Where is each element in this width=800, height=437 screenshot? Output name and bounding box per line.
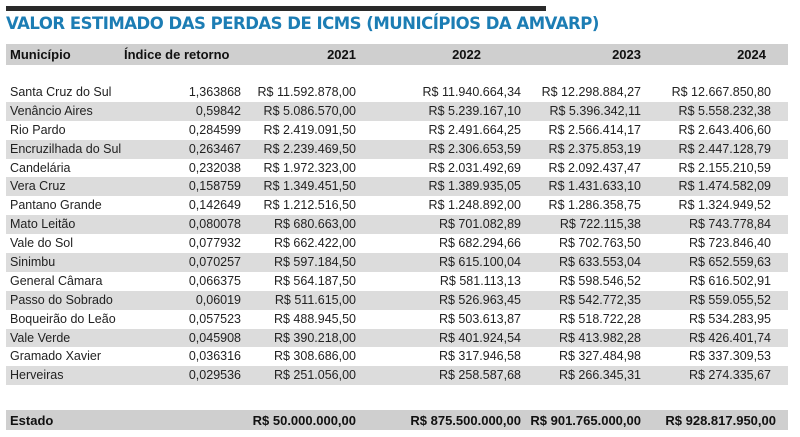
table-row <box>6 253 788 272</box>
value-2023-cell: R$ 2.566.414,17 <box>548 122 641 137</box>
value-2022-cell: R$ 1.389.935,05 <box>428 179 521 194</box>
value-2021-cell: R$ 1.212.516,50 <box>263 198 356 213</box>
value-2023-cell: R$ 413.982,28 <box>558 330 641 345</box>
value-2022-cell: R$ 2.306.653,59 <box>428 141 521 156</box>
table-row <box>6 310 788 329</box>
value-2024-cell: R$ 652.559,63 <box>688 255 771 270</box>
value-2021-cell: R$ 1.972.323,00 <box>263 160 356 175</box>
value-2023-cell: R$ 5.396.342,11 <box>549 103 641 118</box>
value-2021-cell: R$ 597.184,50 <box>273 255 356 270</box>
indice-cell: 1,363868 <box>188 85 241 99</box>
value-2023-cell: R$ 1.431.633,10 <box>548 179 641 194</box>
total-2022: R$ 875.500.000,00 <box>410 413 521 428</box>
value-2022-cell: R$ 317.946,58 <box>438 349 521 364</box>
value-2023-cell: R$ 1.286.358,75 <box>548 198 641 213</box>
value-2023-cell: R$ 542.772,35 <box>558 292 641 307</box>
header-2021: 2021 <box>327 47 356 62</box>
value-2023-cell: R$ 266.345,31 <box>558 368 641 383</box>
value-2024-cell: R$ 5.558.232,38 <box>678 103 771 118</box>
page-title: VALOR ESTIMADO DAS PERDAS DE ICMS (MUNICÍPIOS DA AMVARP) <box>6 14 599 33</box>
value-2023-cell: R$ 327.484,98 <box>558 349 641 364</box>
value-2023-cell: R$ 518.722,28 <box>558 311 641 326</box>
municipio-cell: Boqueirão do Leão <box>10 311 116 326</box>
indice-cell: 0,232038 <box>188 160 241 175</box>
value-2021-cell: R$ 251.056,00 <box>273 368 356 383</box>
value-2021-cell: R$ 2.419.091,50 <box>263 122 356 137</box>
table-row <box>6 159 788 178</box>
header-2023: 2023 <box>612 47 641 62</box>
indice-cell: 0,080078 <box>188 217 241 232</box>
municipio-cell: Passo do Sobrado <box>10 292 113 307</box>
indice-cell: 0,263467 <box>188 141 241 156</box>
table-row <box>6 102 788 121</box>
total-label: Estado <box>10 413 54 428</box>
value-2024-cell: R$ 274.335,67 <box>688 368 771 383</box>
value-2024-cell: R$ 743.778,84 <box>688 217 771 232</box>
value-2024-cell: R$ 2.447.128,79 <box>678 141 771 156</box>
indice-cell: 0,036316 <box>188 349 241 364</box>
header-municipio: Município <box>10 47 71 62</box>
value-2022-cell: R$ 682.294,66 <box>438 236 521 251</box>
total-2021: R$ 50.000.000,00 <box>252 413 356 428</box>
header-2022: 2022 <box>452 47 481 62</box>
total-row <box>6 410 788 430</box>
value-2021-cell: R$ 390.218,00 <box>273 330 356 345</box>
table-row <box>6 329 788 348</box>
value-2024-cell: R$ 1.474.582,09 <box>678 179 771 194</box>
value-2021-cell: R$ 308.686,00 <box>273 349 356 364</box>
total-2023: R$ 901.765.000,00 <box>530 413 641 428</box>
indice-cell: 0,158759 <box>188 179 241 194</box>
value-2021-cell: R$ 5.086.570,00 <box>263 103 356 118</box>
value-2022-cell: R$ 503.613,87 <box>438 311 521 326</box>
table-row <box>6 140 788 159</box>
value-2021-cell: R$ 680.663,00 <box>273 217 356 232</box>
value-2023-cell: R$ 702.763,50 <box>558 236 641 251</box>
municipio-cell: Sinimbu <box>10 255 56 270</box>
table-row <box>6 83 788 102</box>
table-row <box>6 291 788 310</box>
total-2024: R$ 928.817.950,00 <box>665 413 776 428</box>
value-2021-cell: R$ 662.422,00 <box>273 236 356 251</box>
indice-cell: 0,045908 <box>188 330 241 345</box>
title-block <box>6 6 599 38</box>
municipio-cell: Pantano Grande <box>10 198 102 213</box>
value-2023-cell: R$ 598.546,52 <box>558 273 641 288</box>
title-top-bar <box>6 6 546 11</box>
value-2024-cell: R$ 1.324.949,52 <box>678 198 771 213</box>
value-2024-cell: R$ 426.401,74 <box>688 330 771 345</box>
value-2023-cell: R$ 12.298.884,27 <box>541 85 641 99</box>
municipio-cell: Santa Cruz do Sul <box>10 85 112 99</box>
indice-cell: 0,070257 <box>188 255 241 270</box>
municipio-cell: Candelária <box>10 160 71 175</box>
table-row <box>6 121 788 140</box>
municipio-cell: Encruzilhada do Sul <box>10 141 122 156</box>
value-2021-cell: R$ 11.592.878,00 <box>257 85 356 99</box>
value-2024-cell: R$ 337.309,53 <box>688 349 771 364</box>
value-2022-cell: R$ 401.924,54 <box>438 330 521 345</box>
value-2021-cell: R$ 511.615,00 <box>274 292 356 307</box>
value-2024-cell: R$ 534.283,95 <box>688 311 771 326</box>
value-2022-cell: R$ 258.587,68 <box>438 368 521 383</box>
value-2021-cell: R$ 1.349.451,50 <box>263 179 356 194</box>
table-row <box>6 366 788 385</box>
indice-cell: 0,057523 <box>188 311 241 326</box>
value-2022-cell: R$ 701.082,89 <box>438 217 521 232</box>
value-2023-cell: R$ 633.553,04 <box>558 255 641 270</box>
indice-cell: 0,142649 <box>188 198 241 213</box>
municipio-cell: Mato Leitão <box>10 217 76 232</box>
value-2024-cell: R$ 2.643.406,60 <box>678 122 771 137</box>
municipio-cell: Rio Pardo <box>10 122 66 137</box>
municipio-cell: Vale do Sol <box>10 236 74 251</box>
value-2024-cell: R$ 12.667.850,80 <box>671 85 771 99</box>
municipio-cell: Venâncio Aires <box>10 103 93 118</box>
table-row <box>6 347 788 366</box>
indice-cell: 0,284599 <box>188 122 241 137</box>
value-2021-cell: R$ 2.239.469,50 <box>263 141 356 156</box>
table-row <box>6 215 788 234</box>
municipio-cell: Vera Cruz <box>10 179 66 194</box>
header-2024: 2024 <box>737 47 766 62</box>
municipio-cell: General Câmara <box>10 273 103 288</box>
value-2024-cell: R$ 616.502,91 <box>688 273 771 288</box>
table-row <box>6 234 788 253</box>
value-2024-cell: R$ 559.055,52 <box>688 292 771 307</box>
value-2022-cell: R$ 2.491.664,25 <box>428 122 521 137</box>
value-2023-cell: R$ 722.115,38 <box>559 217 641 232</box>
table-row <box>6 272 788 291</box>
value-2023-cell: R$ 2.375.853,19 <box>548 141 641 156</box>
municipio-cell: Vale Verde <box>10 330 71 345</box>
header-indice: Índice de retorno <box>124 47 230 62</box>
value-2022-cell: R$ 526.963,45 <box>438 292 521 307</box>
table-row <box>6 177 788 196</box>
value-2021-cell: R$ 564.187,50 <box>273 273 356 288</box>
value-2022-cell: R$ 11.940.664,34 <box>422 85 521 99</box>
value-2022-cell: R$ 615.100,04 <box>438 255 521 270</box>
value-2021-cell: R$ 488.945,50 <box>273 311 356 326</box>
indice-cell: 0,077932 <box>188 236 241 251</box>
value-2024-cell: R$ 723.846,40 <box>688 236 771 251</box>
indice-cell: 0,066375 <box>188 273 241 288</box>
value-2022-cell: R$ 581.113,13 <box>439 273 521 288</box>
table-body <box>6 83 788 385</box>
municipio-cell: Gramado Xavier <box>10 349 102 364</box>
value-2022-cell: R$ 1.248.892,00 <box>428 198 521 213</box>
table-row <box>6 196 788 215</box>
value-2024-cell: R$ 2.155.210,59 <box>678 160 771 175</box>
indice-cell: 0,06019 <box>195 292 241 307</box>
indice-cell: 0,59842 <box>195 103 241 118</box>
value-2022-cell: R$ 5.239.167,10 <box>428 103 521 118</box>
table-header <box>6 44 788 65</box>
value-2023-cell: R$ 2.092.437,47 <box>548 160 641 175</box>
municipio-cell: Herveiras <box>10 368 64 383</box>
value-2022-cell: R$ 2.031.492,69 <box>428 160 521 175</box>
indice-cell: 0,029536 <box>188 368 241 383</box>
